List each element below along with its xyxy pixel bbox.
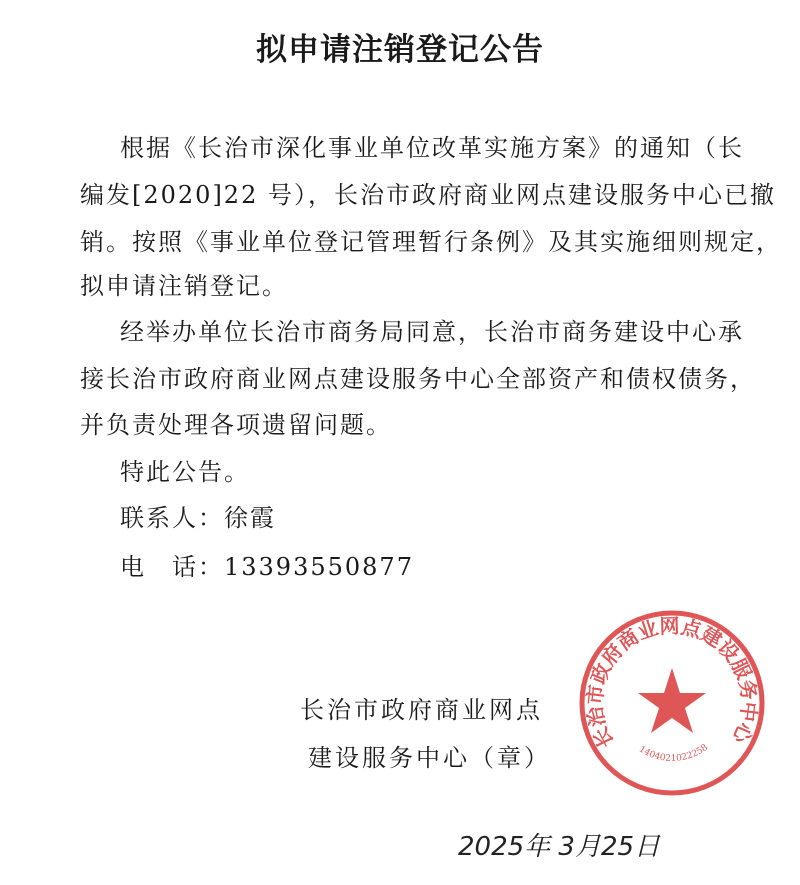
contact-phone: 电 话：13393550877: [120, 553, 414, 581]
body-line: 销。按照《事业单位登记管理暂行条例》及其实施细则规定，: [80, 228, 782, 256]
signature-org-line2: 建设服务中心（章）: [308, 744, 551, 772]
closing-text: 特此公告。: [120, 458, 250, 486]
official-seal-icon: [570, 608, 775, 808]
document-title: 拟申请注销登记公告: [256, 32, 544, 68]
seal-text: 长治市政府商业网点建设服务中心: [582, 613, 762, 752]
body-line: 接长治市政府商业网点建设服务中心全部资产和债权债务，: [80, 365, 756, 393]
body-line: 并负责处理各项遗留问题。: [80, 411, 392, 439]
body-line: 经举办单位长治市商务局同意，长治市商务建设中心承: [120, 318, 744, 346]
body-line: 拟申请注销登记。: [80, 272, 288, 300]
signature-date: 2025年 3月25日: [458, 832, 661, 862]
body-line: 编发[2020]22 号），长治市政府商业网点建设服务中心已撤: [80, 181, 776, 209]
signature-org-line1: 长治市政府商业网点: [300, 696, 543, 724]
seal-code: 1404021022258: [636, 742, 710, 765]
contact-person: 联系人：徐霞: [120, 504, 276, 532]
body-line: 根据《长治市深化事业单位改革实施方案》的通知（长: [120, 134, 744, 162]
